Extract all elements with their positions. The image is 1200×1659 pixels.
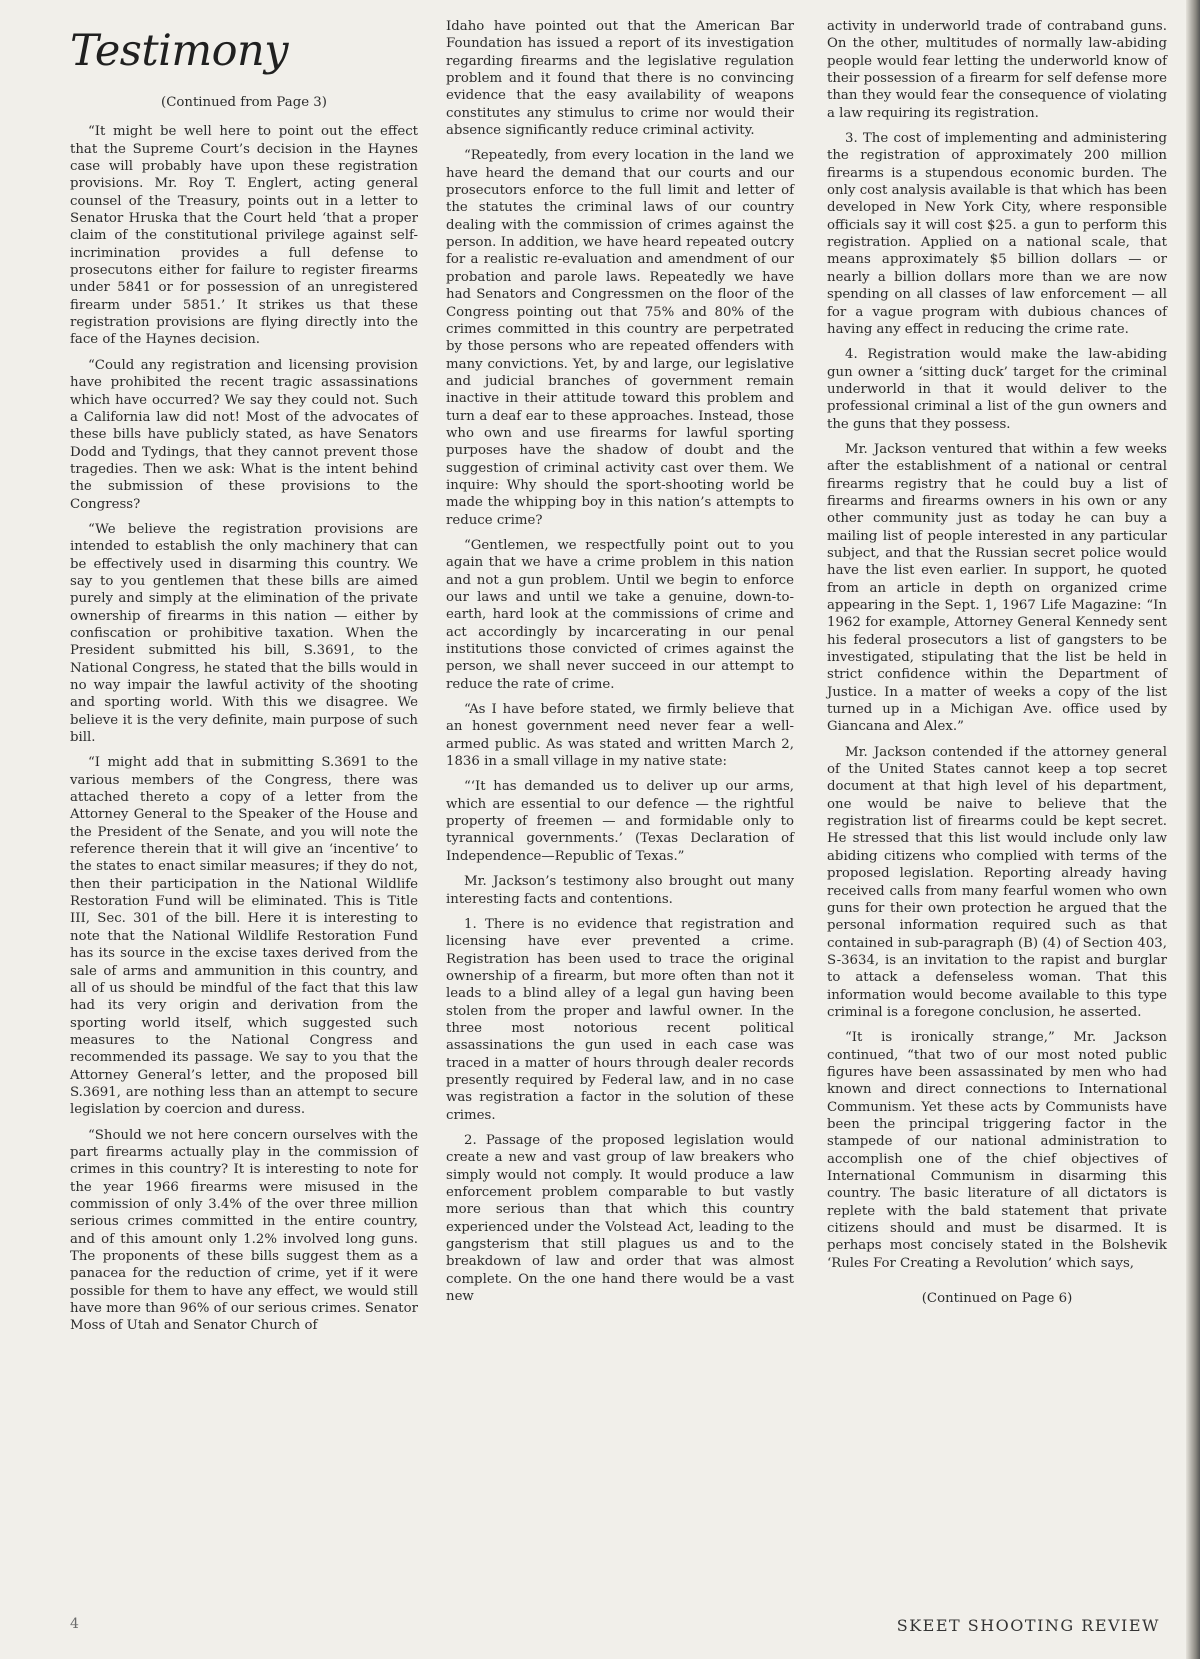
paragraph: activity in underworld trade of contraband guns. On the other, multitudes of normally law-abiding people would fear letting the underworld know of their possession of a firearm for self defense more than they would fear the consequence of violating a law requiring its registration. [827,19,1167,121]
column-3 [827,18,1167,1307]
paragraph: Mr. Jackson contended if the attorney general of the United States cannot keep a top secret document at that high level of his department, one would be naive to believe that the registration list of firearms could be kept secret. He stressed that this list would include only law abiding citizens who complied with terms of the proposed legislation. Reporting already having received calls from many fearful women who own guns for their own protection he argued that the personal information required such as that contained in sub-paragraph (B) (4) of Section 403, S-3634, is an invitation to the rapist and burglar to attack a defenseless woman. That this information would become available to this type criminal is a foregone conclusion, he asserted. [827,744,1167,1020]
paragraph: “We believe the registration provisions are intended to establish the only machinery that can be effectively used in disarming this country. We say to you gentlemen that these bills are aimed purely and simply at the elimination of the private ownership of firearms in this nation — either by confiscation or prohibitive taxation. When the President submitted his bill, S.3691, to the National Congress, he stated that the bills would in no way impair the lawful activity of the shooting and sporting world. With this we disagree. We believe it is the very definite, main purpose of such bill. [70,521,418,746]
paragraph: “Should we not here concern ourselves with the part firearms actually play in the commission of crimes in this country? It is interesting to note for the year 1966 firearms were misused in the commission of only 3.4% of the over three million serious crimes committed in the entire country, and of this amount only 1.2% involved long guns. The proponents of these bills suggest them as a panacea for the reduction of crime, yet if it were possible for them to have any effect, we would still have more than 96% of our serious crimes. Senator Moss of Utah and Senator Church of [70,1127,418,1334]
paragraph: “Gentlemen, we respectfully point out to you again that we have a crime problem in this nation and not a gun problem. Until we begin to enforce our laws and until we take a genuine, down-to-earth, hard look at the commissions of crime and act accordingly by incarcerating in our penal institutions those convicted of crimes against the person, we shall never succeed in our attempt to reduce the rate of crime. [446,537,794,692]
paragraph: 1. There is no evidence that registration and licensing have ever prevented a crime. Registration has been used to trace the original ownership of a firearm, but more often than not it leads to a blind alley of a legal gun having been stolen from the proper and lawful owner. In the three most notorious recent political assassinations the gun used in each case was traced in a matter of hours through dealer records presently required by Federal law, and in no case was registration a factor in the solution of these crimes. [446,916,794,1123]
paragraph: 2. Passage of the proposed legislation would create a new and vast group of law breakers who simply would not comply. It would produce a law enforcement problem comparable to but vastly more serious than that which this country experienced under the Volstead Act, leading to the gangsterism that still plagues us and to the breakdown of law and order that was almost complete. On the one hand there would be a vast new [446,1132,794,1305]
continued-from-note: (Continued from Page 3) [161,95,327,110]
article-title: Testimony [70,26,289,76]
column-1 [70,18,418,1343]
paragraph: “As I have before stated, we firmly believe that an honest government need never fear a well-armed public. As was stated and written March 2, 1836 in a small village in my native state: [446,702,794,770]
paragraph: Mr. Jackson ventured that within a few weeks after the establishment of a national or central firearms registry that he could buy a list of firearms and firearms owners in his own or any other community just as today he can buy a mailing list of people interested in any particular subject, and that the Russian secret police would have the list even earlier. In support, he quoted from an article in depth on organized crime appearing in the Sept. 1, 1967 Life Magazine: “In 1962 for example, Attorney General Kennedy sent his federal prosecutors a list of gangsters to be investigated, stipulating that the list be held in strict confidence within the Department of Justice. In a matter of weeks a copy of the list turned up in a Michigan Ave. office used by Giancana and Alex.” [827,441,1167,735]
paragraph: “It might be well here to point out the effect that the Supreme Court’s decision in the Haynes case will probably have upon these registration provisions. Mr. Roy T. Englert, acting general counsel of the Treasury, points out in a letter to Senator Hruska that the Court held ‘that a proper claim of the constitutional privilege against self-incrimination provides a full defense to prosecutons either for failure to register firearms under 5841 or for possession of an unregistered firearm under 5851.’ It strikes us that these registration provisions are flying directly into the face of the Haynes decision. [70,124,418,348]
continued-on-note: (Continued on Page 6) [921,1291,1073,1307]
paragraph: Idaho have pointed out that the American Bar Foundation has issued a report of its investigation regarding firearms and the legislative regulation problem and it found that there is no convincing evidence that the easy availability of weapons constitutes any stimulus to crime nor would their absence significantly reduce criminal activity. [446,19,794,139]
paragraph: “Repeatedly, from every location in the land we have heard the demand that our courts and our prosecutors enforce to the full limit and letter of the statutes the criminal laws of our country dealing with the commission of crimes against the person. In addition, we have heard repeated outcry for a realistic re-evaluation and amendment of our probation and parole laws. Repeatedly we have had Senators and Congressmen on the floor of the Congress pointing out that 75% and 80% of the crimes committed in this country are perpetrated by those persons who are repeated offenders with many convictions. Yet, by and large, our legislative and judicial branches of government remain inactive in their attitude toward this problem and turn a deaf ear to these approaches. Instead, those who own and use firearms for lawful sporting purposes have the shadow of doubt and the suggestion of criminal activity cast over them. We inquire: Why should the sport-shooting world be made the whipping boy in this nation’s attempts to reduce crime? [446,148,794,528]
paragraph: “Could any registration and licensing provision have prohibited the recent tragic assassinations which have occurred? We say they could not. Such a California law did not! Most of the advocates of these bills have publicly stated, as have Senators Dodd and Tydings, that they cannot prevent those tragedies. Then we ask: What is the intent behind the submission of these provisions to the Congress? [70,357,418,512]
page-edge-shadow [1186,0,1200,1659]
page-number: 4 [70,1616,79,1632]
paragraph: 3. The cost of implementing and administering the registration of approximately 200 million firearms is a stupendous economic burden. The only cost analysis available is that which has been developed in New York City, where responsible officials say it will cost $25. a gun to perform this registration. Applied on a national scale, that means approximately $5 billion dollars — or nearly a billion dollars more than we are now spending on all classes of law enforcement — all for a vague program with dubious chances of having any effect in reducing the crime rate. [827,131,1167,337]
paragraph: 4. Registration would make the law-abiding gun owner a ‘sitting duck’ target for the criminal underworld in that it would deliver to the professional criminal a list of the gun owners and the guns that they possess. [827,347,1167,432]
paragraph: “I might add that in submitting S.3691 to the various members of the Congress, there was attached thereto a copy of a letter from the Attorney General to the Speaker of the House and the President of the Senate, and you will note the reference therein that it will give an ‘incentive’ to the states to enact similar measures; if they do not, then their participation in the National Wildlife Restoration Fund will be eliminated. This is Title III, Sec. 301 of the bill. Here it is interesting to note that the National Wildlife Restoration Fund has its source in the excise taxes derived from the sale of arms and ammunition in this country, and all of us should be mindful of the fact that this law had its very origin and derivation from the sporting world itself, which suggested such measures to the National Congress and recommended its passage. We say to you that the Attorney General’s letter, and the proposed bill S.3691, are nothing less than an attempt to secure legislation by coercion and duress. [70,755,418,1118]
paragraph: Mr. Jackson’s testimony also brought out many interesting facts and contentions. [446,874,794,907]
paragraph: “It is ironically strange,” Mr. Jackson continued, “that two of our most noted public figures have been assassinated by men who had known and direct connections to International Communism. Yet these acts by Communists have been the principal triggering factor in the stampede of our national administration to accomplish one of the chief objectives of International Communism in disarming this country. The basic literature of all dictators is replete with the bald statement that private citizens should and must be disarmed. It is perhaps most concisely stated in the Bolshevik ‘Rules For Creating a Revolution’ which says, [827,1030,1167,1271]
publication-footer: SKEET SHOOTING REVIEW [896,1616,1160,1635]
paragraph: “‘It has demanded us to deliver up our arms, which are essential to our defence — the rightful property of freemen — and formidable only to tyrannical governments.’ (Texas Declaration of Independence—Republic of Texas.” [446,779,794,864]
column-2 [446,18,794,1313]
